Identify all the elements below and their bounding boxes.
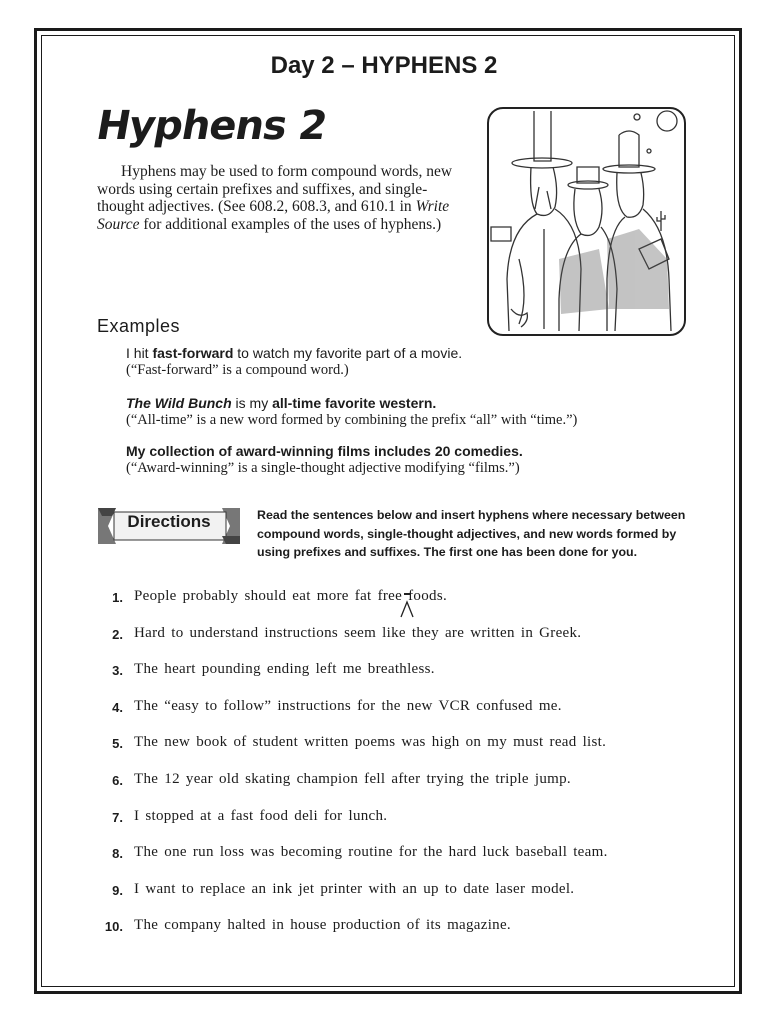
intro-text-start: Hyphens may be used to form compound words, new words using certain prefixes and suffixes, and single-thought adjectives. (See 608.2, 608.3, and 610.1 in (97, 163, 453, 215)
example-sentence (126, 395, 686, 411)
exercise-sentence: The 12 year old skating champion fell after trying the triple jump. (134, 770, 571, 787)
example-sentence-end: to watch my favorite part of a movie. (233, 345, 463, 361)
examples-heading: Examples (97, 316, 181, 336)
lesson-intro-paragraph (97, 163, 469, 233)
exercise-number: 1. (112, 590, 123, 605)
directions-banner-icon (94, 506, 244, 546)
exercise-sentence: People probably should eat more fat free foods. (134, 588, 448, 604)
exercise-sentence: Hard to understand instructions seem like they are written in Greek. (134, 624, 582, 641)
intro-text-end: for additional examples of the uses of hyphens.) (139, 215, 442, 233)
exercise-number: 3. (112, 663, 123, 679)
example-item (126, 395, 686, 429)
exercise-number: 8. (112, 846, 123, 862)
directions-label: Directions (127, 512, 211, 531)
exercise-number: 4. (112, 699, 123, 715)
example-item (126, 443, 686, 477)
exercise-row (98, 661, 698, 698)
exercise-sentence: The heart pounding ending left me breathless. (134, 661, 435, 678)
exercise-sentence: I stopped at a fast food deli for lunch. (134, 807, 388, 824)
example-highlight: all-time favorite western. (272, 395, 437, 411)
example-note: (“All-time” is a new word formed by combining the prefix “all” with “time.”) (126, 412, 578, 428)
example-item (126, 345, 686, 379)
exercise-number: 6. (112, 772, 123, 788)
hyphen-insert-caret-icon (400, 592, 414, 618)
exercise-row (98, 771, 698, 808)
exercise-row (98, 917, 698, 954)
exercise-row (98, 734, 698, 771)
exercise-number: 10. (104, 919, 123, 935)
intro-book-title: Write Source (97, 198, 450, 233)
exercise-number: 7. (112, 809, 123, 825)
example-note: (“Award-winning” is a single-thought adjective modifying “films.”) (126, 460, 520, 476)
example-sentence (126, 345, 686, 361)
example-note: (“Fast-forward” is a compound word.) (126, 362, 349, 378)
exercise-row (98, 588, 698, 625)
exercise-sentence: The one run loss was becoming routine for the hard luck baseball team. (134, 844, 608, 861)
exercise-sentence: The new book of student written poems was high on my must read list. (134, 734, 607, 751)
example-sentence-middle: is my (231, 395, 273, 411)
example-sentence-start: I hit (126, 345, 153, 361)
exercise-row (98, 881, 698, 918)
example-highlight: award-winning (235, 443, 334, 459)
exercise-sentence: The “easy to follow” instructions for the new VCR confused me. (134, 697, 562, 714)
exercise-number: 5. (112, 736, 123, 752)
example-film-title: The Wild Bunch (126, 395, 232, 411)
cowboys-cartoon-illustration (487, 107, 686, 336)
directions-text: Read the sentences below and insert hyphens where necessary between compound words, single-thought adjectives, and new words formed by using prefixes and suffixes. The first one has been done for you. (257, 508, 686, 559)
example-sentence (126, 443, 686, 459)
exercise-sentence: I want to replace an ink jet printer with an up to date laser model. (134, 880, 575, 897)
exercise-row (98, 844, 698, 881)
exercise-row (98, 808, 698, 845)
exercise-sentence: The company halted in house production of its magazine. (134, 917, 511, 934)
example-highlight: fast-forward (152, 345, 234, 361)
exercise-row (98, 625, 698, 662)
example-sentence-start: My collection of (126, 443, 236, 459)
exercise-row (98, 698, 698, 735)
lesson-title: Hyphens 2 (92, 103, 330, 149)
exercise-number: 9. (112, 882, 123, 898)
page-title: Day 2 – HYPHENS 2 (270, 52, 498, 79)
exercise-list (98, 588, 698, 954)
example-sentence-end: films includes 20 comedies. (333, 443, 523, 459)
exercise-number: 2. (112, 626, 123, 642)
cartoon-drawing (489, 109, 684, 334)
